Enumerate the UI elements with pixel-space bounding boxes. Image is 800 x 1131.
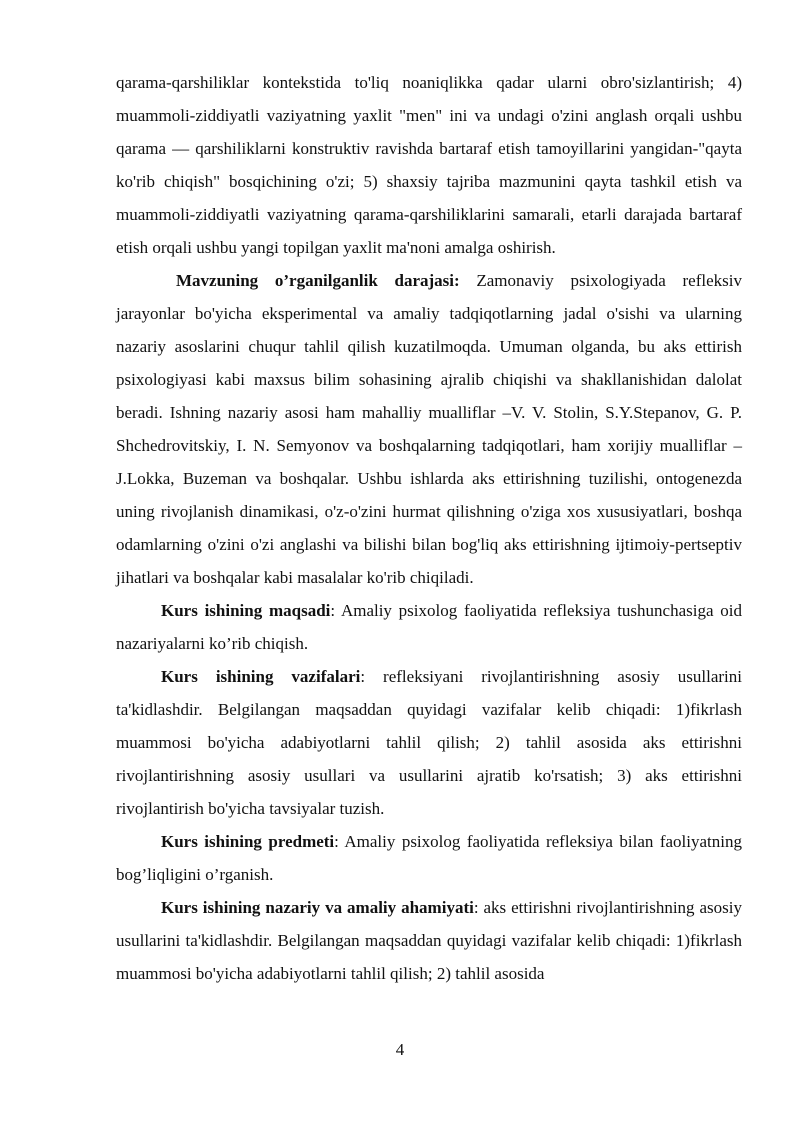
paragraph-significance [116, 891, 742, 990]
paragraph-study-degree [116, 264, 742, 594]
paragraph-tasks [116, 660, 742, 825]
paragraph-text: : aks ettirishni rivojlantirishning asosiy usullarini ta'kidlashdir. Belgilangan maqsaddan quyidagi vazifalar kelib chiqadi: 1)fikrlash muammosi bo'yicha adabiyotlarni tahlil qilish; 2) tahlil asosida [116, 898, 742, 983]
document-page [116, 66, 742, 990]
paragraph-heading: Kurs ishining vazifalari [161, 667, 361, 686]
paragraph-text: : Amaliy psixolog faoliyatida refleksiya tushunchasiga oid nazariyalarni ko’rib chiqish. [116, 601, 742, 653]
page-number: 4 [395, 1040, 405, 1059]
paragraph-goal [116, 594, 742, 660]
paragraph-text: : refleksiyani rivojlantirishning asosiy usullarini ta'kidlashdir. Belgilangan maqsaddan quyidagi vazifalar kelib chiqadi: 1)fikrlash muammosi bo'yicha adabiyotlarni tahlil qilish; 2) tahlil asosida aks ettirishni rivojlantirishning asosiy usullari va usullarini ajratib ko'rsatish; 3) aks ettirishni rivojlantirish bo'yicha tavsiyalar tuzish. [116, 667, 742, 818]
paragraph-heading: Kurs ishining nazariy va amaliy ahamiyati [161, 898, 474, 917]
paragraph-text: qarama-qarshiliklar kontekstida to'liq noaniqlikka qadar ularni obro'sizlantirish; 4) muammoli-ziddiyatli vaziyatning yaxlit "men" ini va undagi o'zini anglash orqali ushbu qarama — qarshiliklarni konstruktiv ravishda bartaraf etish tamoyillarini yangidan-"qayta ko'rib chiqish" bosqichining o'zi; 5) shaxsiy tajriba mazmunini qayta tashkil etish va muammoli-ziddiyatli vaziyatning qarama-qarshiliklarini samarali, etarli darajada bartaraf etish orqali ushbu yangi topilgan yaxlit ma'noni amalga oshirish. [116, 73, 742, 257]
paragraph-heading: Kurs ishining predmeti [161, 832, 335, 851]
paragraph-text: : Amaliy psixolog faoliyatida refleksiya bilan faoliyatning bog’liqligini o’rganish. [116, 832, 742, 884]
paragraph-heading: Kurs ishining maqsadi [161, 601, 331, 620]
paragraph-continuation [116, 66, 742, 264]
paragraph-text: Zamonaviy psixologiyada refleksiv jarayonlar bo'yicha eksperimental va amaliy tadqiqotlarning jadal o'sishi va ularning nazariy asoslarini chuqur tahlil qilish kuzatilmoqda. Umuman olganda, bu aks ettirish psixologiyasi kabi maxsus bilim sohasining ajralib chiqishi va shakllanishidan dalolat beradi. Ishning nazariy asosi ham mahalliy mualliflar –V. V. Stolin, S.Y.Stepanov, G. P. Shchedrovitskiy, I. N. Semyonov va boshqalarning tadqiqotlari, ham xorijiy mualliflar – J.Lokka, Buzeman va boshqalar. Ushbu ishlarda aks ettirishning tuzilishi, ontogenezda uning rivojlanish dinamikasi, o'z-o'zini hurmat qilishning o'ziga xos xususiyatlari, boshqa odamlarning o'zini o'zi anglashi va bilishi bilan bog'liq aks ettirishning ijtimoiy-pertseptiv jihatlari va boshqalar kabi masalalar ko'rib chiqiladi. [116, 271, 742, 587]
paragraph-heading: Mavzuning o’rganilganlik darajasi: [176, 271, 460, 290]
paragraph-subject [116, 825, 742, 891]
